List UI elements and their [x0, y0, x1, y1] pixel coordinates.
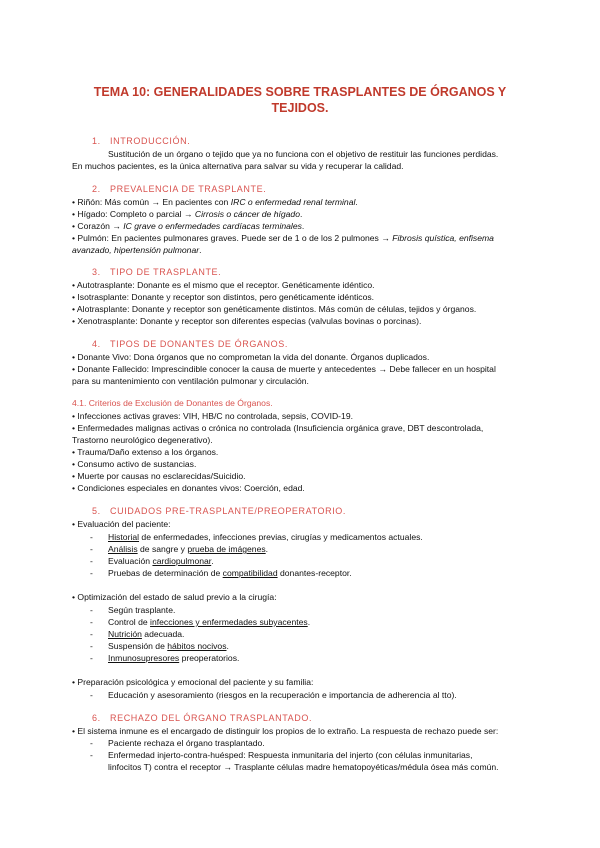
s5-e1-u: Historial [108, 532, 140, 542]
list-dash: - [90, 605, 93, 615]
s5-o5-r: preoperatorios. [179, 653, 240, 663]
s5-e2-u2: prueba de imágenes [187, 544, 266, 554]
s41-item: • Consumo activo de sustancias. [72, 459, 197, 469]
s4-fallecido-1: • Donante Fallecido: Imprescindible conocer la causa de muerte y antecedentes → Debe fallecer en un hospital [72, 364, 496, 374]
section-6-title: RECHAZO DEL ÓRGANO TRASPLANTADO. [110, 713, 313, 723]
s41-item: • Muerte por causas no esclarecidas/Suicidio. [72, 471, 246, 481]
section-3-number: 3. [92, 267, 101, 277]
list-dash: - [90, 653, 93, 663]
s2-rinon [72, 196, 358, 208]
s3-item: • Alotrasplante: Donante y receptor son genéticamente distintos. Más común de células, tejidos y órganos. [72, 304, 477, 314]
list-dash: - [90, 641, 93, 651]
section-2-number: 2. [92, 184, 101, 194]
s5-e1-r: de enfermedades, infecciones previas, cirugías y medicamentos actuales. [139, 532, 423, 542]
s5-prep-item: Educación y asesoramiento (riesgos en la recuperación e importancia de adherencia al tto). [108, 690, 457, 700]
s41-item: • Condiciones especiales en donantes vivos: Coerción, edad. [72, 483, 305, 493]
section-1-heading [92, 135, 190, 147]
s41-item: Trastorno neurológico degenerativo). [72, 435, 213, 445]
list-dash: - [90, 556, 93, 566]
s5-o4-l: Suspensión de [108, 641, 168, 651]
section-6-heading [92, 712, 312, 724]
s5-opt-item [108, 628, 184, 640]
s41-item: • Enfermedades malignas activas o crónica no controlada (Insuficiencia orgánica grave, DBT descontrolada, [72, 423, 484, 433]
s5-o3-r: adecuada. [141, 629, 185, 639]
title-line-1: TEMA 10: GENERALIDADES SOBRE TRASPLANTES DE ÓRGANOS Y [93, 85, 507, 99]
s3-item: • Autotrasplante: Donante es el mismo que el receptor. Genéticamente idéntico. [72, 280, 375, 290]
s5-e2-u: Análisis [108, 544, 138, 554]
s5-opt-item: Según trasplante. [108, 605, 176, 615]
s2-higado-b: Cirrosis o cáncer de hígado [194, 209, 300, 219]
s5-eval-item [108, 543, 268, 555]
s5-opt-item [108, 616, 310, 628]
section-2-heading [92, 183, 266, 195]
s4-vivo: • Donante Vivo: Dona órganos que no comprometan la vida del donante. Órganos duplicados. [72, 352, 430, 362]
section-3-title: TIPO DE TRASPLANTE. [110, 267, 222, 277]
s5-o3-u: Nutrición [108, 629, 142, 639]
section-5-number: 5. [92, 506, 101, 516]
s2-rinon-b: IRC o enfermedad renal terminal [230, 197, 356, 207]
list-dash: - [90, 629, 93, 639]
s4-fallecido-2: para su mantenimiento con ventilación pulmonar y circulación. [72, 376, 309, 386]
s3-item: • Isotrasplante: Donante y receptor son distintos, pero genéticamente idénticos. [72, 292, 375, 302]
s2-pulmon-d: . [199, 245, 202, 255]
s5-o4-r: . [226, 641, 229, 651]
list-dash: - [90, 617, 93, 627]
s2-pulmon-c: avanzado, hipertensión pulmonar [72, 245, 200, 255]
s2-higado-a: • Hígado: Completo o parcial → [72, 209, 195, 219]
s3-item: • Xenotrasplante: Donante y receptor son diferentes especias (valvulas bovinas o porcinas). [72, 316, 422, 326]
s5-opt-item [108, 640, 229, 652]
s5-e3-u: cardiopulmonar [152, 556, 212, 566]
list-dash: - [90, 568, 93, 578]
section-4-title: TIPOS DE DONANTES DE ÓRGANOS. [110, 339, 288, 349]
section-6-number: 6. [92, 713, 101, 723]
s1-line-2: En muchos pacientes, es la única alternativa para salvar su vida y recuperar la calidad. [72, 161, 404, 171]
s6-item: Paciente rechaza el órgano trasplantado. [108, 738, 265, 748]
s5-o5-u: Inmunosupresores [108, 653, 180, 663]
document-title [80, 84, 520, 116]
s5-o2-r: . [307, 617, 311, 627]
section-1-number: 1. [92, 136, 101, 146]
s5-eval-item [108, 531, 423, 543]
section-3-heading [92, 266, 221, 278]
s41-item: • Infecciones activas graves: VIH, HB/C no controlada, sepsis, COVID-19. [72, 411, 353, 421]
s5-optimizacion: • Optimización del estado de salud previo a la cirugía: [72, 592, 277, 602]
list-dash: - [90, 532, 93, 542]
list-dash: - [90, 690, 93, 700]
title-line-2: TEJIDOS. [271, 101, 329, 115]
section-1-title: INTRODUCCIÓN. [110, 136, 191, 146]
section-5-title: CUIDADOS PRE-TRASPLANTE/PREOPERATORIO. [110, 506, 347, 516]
s2-corazon-c: . [301, 221, 305, 231]
section-4-1-heading: 4.1. Criterios de Exclusión de Donantes de Órganos. [72, 398, 273, 408]
s2-corazon [72, 220, 304, 232]
s5-o2-u: infecciones y enfermedades subyacentes [150, 617, 308, 627]
list-dash: - [90, 750, 93, 760]
s5-e4-l: Pruebas de determinación de [108, 568, 223, 578]
s5-preparacion: • Preparación psicológica y emocional del paciente y su familia: [72, 677, 314, 687]
section-4-heading [92, 338, 288, 350]
s5-eval-item [108, 555, 214, 567]
s2-corazon-a: • Corazón → [72, 221, 124, 231]
s2-pulmon-cont [72, 244, 201, 256]
s2-pulmon-a: • Pulmón: En pacientes pulmonares graves. Puede ser de 1 o de los 2 pulmones → [72, 233, 393, 243]
s5-e3-l: Evaluación [108, 556, 153, 566]
s2-rinon-c: . [355, 197, 358, 207]
s5-opt-item [108, 652, 239, 664]
s2-pulmon [72, 232, 494, 244]
s2-corazon-b: IC grave o enfermedades cardíacas terminales [123, 221, 302, 231]
s5-o2-l: Control de [108, 617, 151, 627]
s5-eval-item [108, 567, 352, 579]
s2-higado [72, 208, 302, 220]
s6-item: Enfermedad injerto-contra-huésped: Respuesta inmunitaria del injerto (con células inmunitarias, [108, 750, 473, 760]
s5-e2-r: . [265, 544, 269, 554]
s1-line-1: Sustitución de un órgano o tejido que ya no funciona con el objetivo de restituir las funciones perdidas. [108, 149, 499, 159]
s6-line-1: • El sistema inmune es el encargado de distinguir los propios de lo extraño. La respuesta de rechazo puede ser: [72, 726, 499, 736]
s41-item: • Trauma/Daño extenso a los órganos. [72, 447, 219, 457]
s5-e4-r: donantes-receptor. [277, 568, 352, 578]
s5-evaluacion: • Evaluación del paciente: [72, 519, 171, 529]
s5-o4-u: hábitos nocivos [167, 641, 227, 651]
s5-e4-u: compatibilidad [222, 568, 278, 578]
section-5-heading [92, 505, 346, 517]
s5-e2-m: de sangre y [137, 544, 188, 554]
s2-rinon-a: • Riñón: Más común → En pacientes con [72, 197, 231, 207]
s2-pulmon-b: Fibrosis quística, enfisema [392, 233, 494, 243]
s5-e3-r: . [211, 556, 214, 566]
section-4-number: 4. [92, 339, 101, 349]
section-2-title: PREVALENCIA DE TRASPLANTE. [110, 184, 267, 194]
list-dash: - [90, 544, 93, 554]
s2-higado-c: . [300, 209, 303, 219]
s6-item-cont: linfocitos T) contra el receptor → Trasplante células madre hematopoyéticas/médula ósea más común. [108, 762, 499, 772]
list-dash: - [90, 738, 93, 748]
